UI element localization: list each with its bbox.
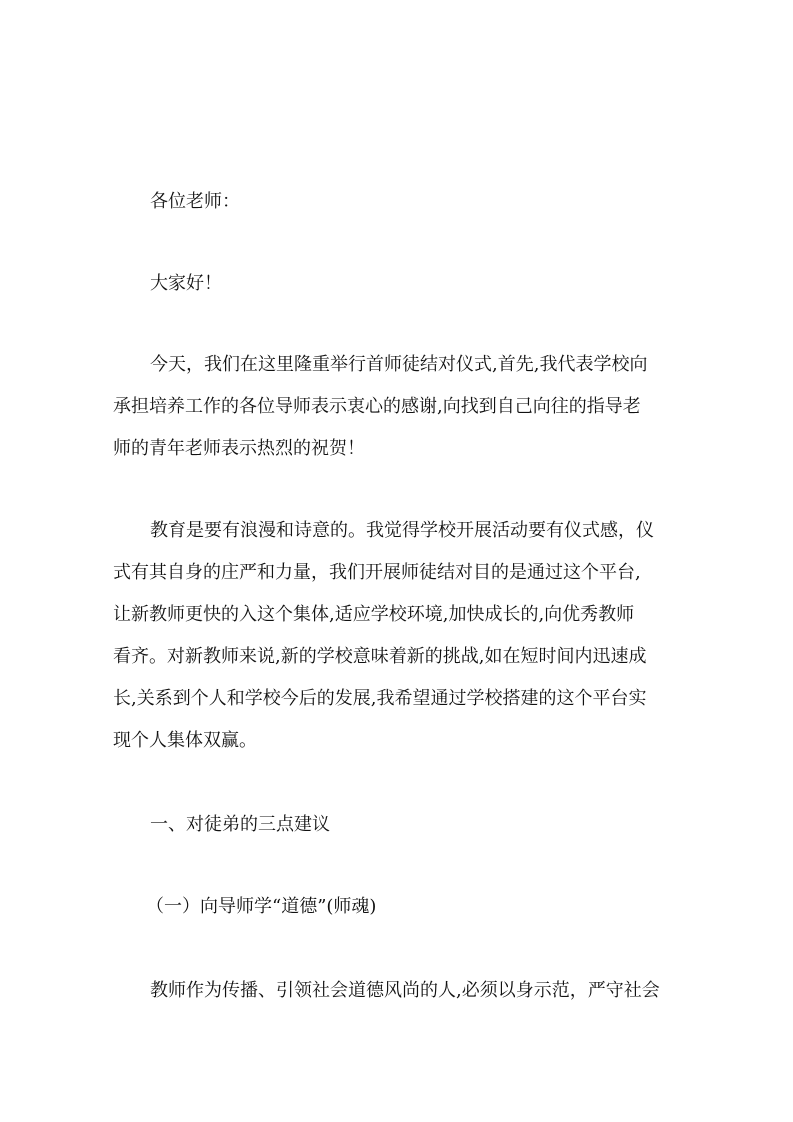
- greeting: 大家好！: [150, 273, 222, 294]
- section-heading: 一、对徒弟的三点建议: [150, 814, 330, 835]
- paragraph-opening: 今天，我们在这里隆重举行首师徒结对仪式,首先,我代表学校向 承担培养工作的各位导师表示衷心的感谢,向找到自己向往的指导老 师的青年老师表示热烈的祝贺！: [113, 354, 648, 459]
- subsection-heading: （一）向导师学“道德”(师魂): [146, 896, 377, 917]
- salutation: 各位老师：: [150, 191, 240, 212]
- paragraph-ethics: 教师作为传播、引领社会道德风尚的人,必须以身示范，严守社会: [150, 980, 660, 1001]
- paragraph-education: 教育是要有浪漫和诗意的。我觉得学校开展活动要有仪式感，仪 式有其自身的庄严和力量，我们开展师徒结对目的是通过这个平台, 让新教师更快的入这个集体,适应学校环境,加快成长的,向优秀教师 看齐。对新教师来说,新的学校意味着新的挑战,如在短时间内迅速成 长,关系到个人和学校今后的发展,我希望通过学校搭建的这个平台实 现个人集体双赢。: [113, 520, 654, 751]
